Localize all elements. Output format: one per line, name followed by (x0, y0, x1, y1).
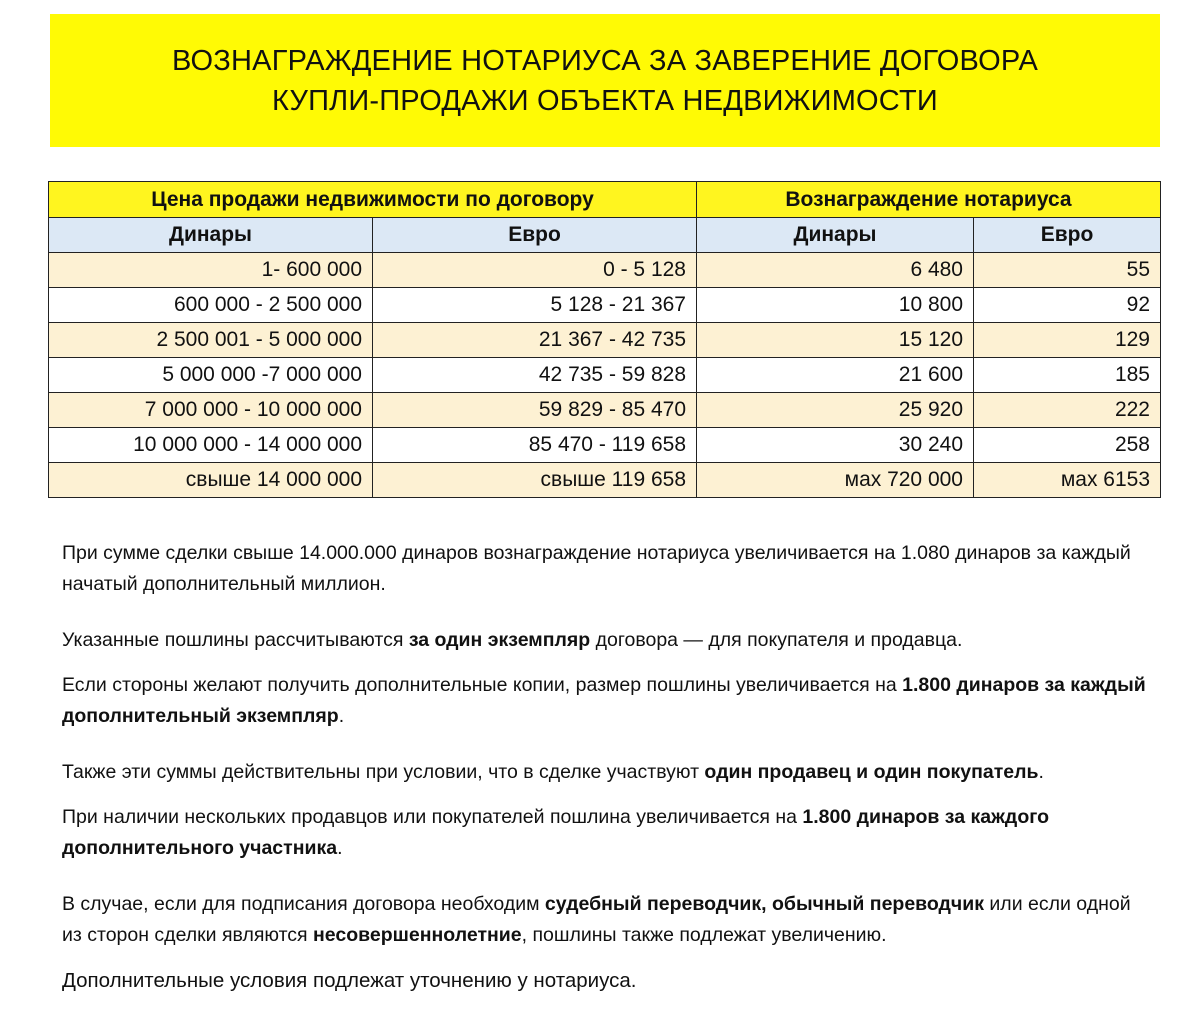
fee-dinars-cell: 15 120 (697, 323, 974, 358)
note-one-copy: Указанные пошлины рассчитываются за один экземпляр договора — для покупателя и продавца. (62, 629, 963, 651)
fee-dinars-cell: 25 920 (697, 393, 974, 428)
table-row (49, 393, 1161, 428)
title-line-1: ВОЗНАГРАЖДЕНИЕ НОТАРИУСА ЗА ЗАВЕРЕНИЕ ДОГОВОРА (171, 44, 1039, 77)
price-dinars-header: Динары (49, 218, 373, 253)
fee-euro-cell: мах 6153 (974, 463, 1161, 498)
fee-dinars-cell: 30 240 (697, 428, 974, 463)
fee-dinars-cell: 21 600 (697, 358, 974, 393)
price-dinars-cell: 7 000 000 - 10 000 000 (49, 393, 373, 428)
table-row (49, 288, 1161, 323)
table-row (49, 463, 1161, 498)
price-euro-cell: 59 829 - 85 470 (373, 393, 697, 428)
title-line-2: КУПЛИ-ПРОДАЖИ ОБЪЕКТА НЕДВИЖИМОСТИ (272, 84, 938, 117)
note-additional-copies: Если стороны желают получить дополнительные копии, размер пошлины увеличивается на 1.800 динаров за каждый дополнительный экземпляр. (62, 674, 1146, 727)
price-euro-header: Евро (373, 218, 697, 253)
fee-group-header: Вознаграждение нотариуса (697, 182, 1161, 218)
price-group-header: Цена продажи недвижимости по договору (49, 182, 697, 218)
price-dinars-cell: 10 000 000 - 14 000 000 (49, 428, 373, 463)
table-row (49, 428, 1161, 463)
price-dinars-cell: 1- 600 000 (49, 253, 373, 288)
price-dinars-cell: 2 500 001 - 5 000 000 (49, 323, 373, 358)
fee-dinars-cell: мах 720 000 (697, 463, 974, 498)
price-euro-cell: свыше 119 658 (373, 463, 697, 498)
price-dinars-cell: свыше 14 000 000 (49, 463, 373, 498)
table-row (49, 253, 1161, 288)
fee-euro-header: Евро (974, 218, 1161, 253)
fee-euro-cell: 185 (974, 358, 1161, 393)
price-euro-cell: 85 470 - 119 658 (373, 428, 697, 463)
fee-euro-cell: 258 (974, 428, 1161, 463)
table-row (49, 323, 1161, 358)
fee-euro-cell: 222 (974, 393, 1161, 428)
price-euro-cell: 42 735 - 59 828 (373, 358, 697, 393)
price-dinars-cell: 5 000 000 -7 000 000 (49, 358, 373, 393)
sub-header-row (49, 218, 1161, 253)
fee-euro-cell: 129 (974, 323, 1161, 358)
note-translator-minors: В случае, если для подписания договора необходим судебный переводчик, обычный переводчик или если одной из сторон сделки являются несовершеннолетние, пошлины также подлежат увеличению. (62, 893, 1131, 946)
price-euro-cell: 0 - 5 128 (373, 253, 697, 288)
notes-section (62, 538, 1152, 996)
fee-table (48, 181, 1161, 498)
fee-dinars-cell: 6 480 (697, 253, 974, 288)
price-euro-cell: 5 128 - 21 367 (373, 288, 697, 323)
note-additional-conditions: Дополнительные условия подлежат уточнению у нотариуса. (62, 969, 637, 992)
price-euro-cell: 21 367 - 42 735 (373, 323, 697, 358)
price-dinars-cell: 600 000 - 2 500 000 (49, 288, 373, 323)
table-row (49, 358, 1161, 393)
title-banner (50, 14, 1160, 147)
note-additional-participants: При наличии нескольких продавцов или покупателей пошлина увеличивается на 1.800 динаров за каждого дополнительного участника. (62, 806, 1050, 859)
group-header-row (49, 182, 1161, 218)
fee-dinars-cell: 10 800 (697, 288, 974, 323)
fee-euro-cell: 55 (974, 253, 1161, 288)
fee-dinars-header: Динары (697, 218, 974, 253)
note-one-seller-buyer: Также эти суммы действительны при условии, что в сделке участвуют один продавец и один покупатель. (62, 761, 1044, 783)
fee-euro-cell: 92 (974, 288, 1161, 323)
note-extra-million: При сумме сделки свыше 14.000.000 динаров вознаграждение нотариуса увеличивается на 1.080 динаров за каждый начатый дополнительный миллион. (62, 542, 1131, 595)
